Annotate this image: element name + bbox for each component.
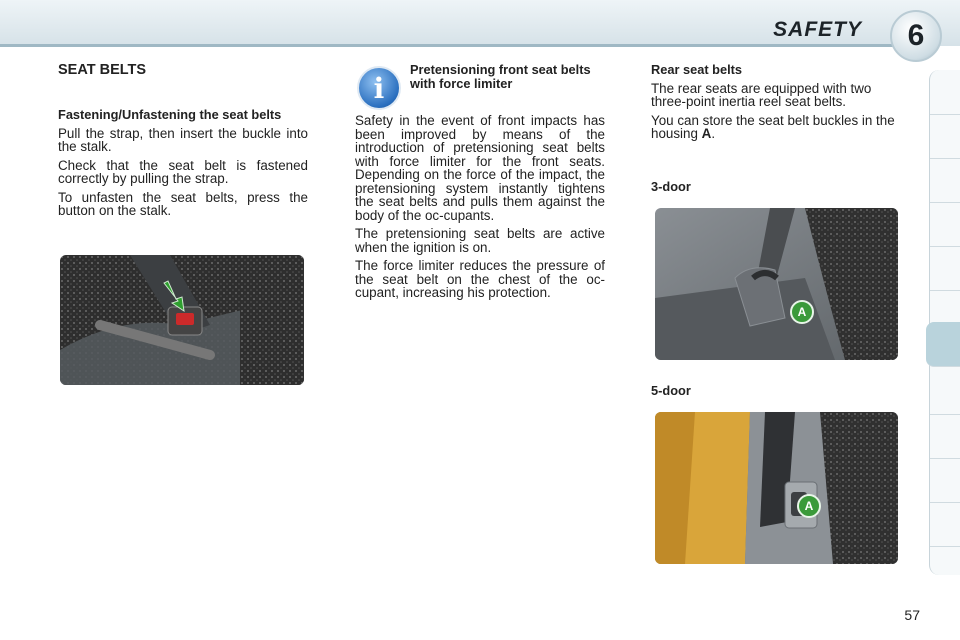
- page-title: SEAT BELTS: [58, 62, 147, 78]
- paragraph: Check that the seat belt is fastened correctly by pulling the strap.: [58, 157, 308, 186]
- paragraph: The rear seats are equipped with two three-point inertia reel seat belts.: [651, 80, 872, 109]
- pretensioning-heading: Pretensioning front seat belts with force limiter: [410, 62, 591, 91]
- housing-letter: A: [701, 126, 712, 141]
- chapter-tab[interactable]: [930, 458, 960, 503]
- chapter-tab-active[interactable]: [926, 322, 960, 367]
- paragraph: To unfasten the seat belts, press the button on the stalk.: [58, 189, 308, 218]
- column-pretensioning: [355, 114, 605, 305]
- page-number: 57: [904, 607, 920, 623]
- paragraph: Pull the strap, then insert the buckle into the stalk.: [58, 125, 308, 154]
- photo-3-door: [655, 208, 898, 360]
- chapter-number-badge: 6: [890, 10, 942, 62]
- buckle-photo: [60, 255, 304, 385]
- label-5-door: 5-door: [651, 383, 691, 398]
- paragraph: The pretensioning seat belts are active when the ignition is on.: [355, 226, 605, 255]
- paragraph: Safety in the event of front impacts has been improved by means of the introduction of pretensioning seat belts with force limiter for the front seats. Depending on the force of the impact, the pretensioning system instantly tightens the seat belts and pulls them against the body of the oc-cupants.: [355, 113, 605, 223]
- chapter-tab[interactable]: [930, 158, 960, 203]
- label-5door-wrap: [651, 384, 691, 403]
- housing-marker-a: A: [797, 494, 821, 518]
- section-title: SAFETY: [773, 18, 862, 41]
- chapter-tab[interactable]: [930, 70, 960, 115]
- pretensioning-heading-block: [410, 63, 600, 95]
- housing-suffix: .: [711, 126, 716, 141]
- column-rear-seat-belts: [651, 63, 906, 146]
- subheading: Fastening/Unfastening the seat belts: [58, 107, 282, 122]
- chapter-tabs: [929, 70, 960, 575]
- chapter-tab[interactable]: [930, 502, 960, 547]
- housing-text: You can store the seat belt buckles in the housing: [651, 112, 895, 141]
- paragraph-housing: [651, 114, 906, 141]
- label-3-door: 3-door: [651, 179, 691, 194]
- column-seat-belts: [58, 108, 308, 223]
- info-icon: i: [357, 66, 401, 110]
- photo-5-door: [655, 412, 898, 564]
- rear-heading: Rear seat belts: [651, 62, 743, 77]
- paragraph: The force limiter reduces the pressure of the seat belt on the chest of the oc-cupant, increasing his protection.: [355, 258, 605, 300]
- chapter-tab[interactable]: [930, 246, 960, 291]
- header-rule: [0, 44, 900, 47]
- chapter-tab[interactable]: [930, 202, 960, 247]
- chapter-tab[interactable]: [930, 114, 960, 159]
- housing-marker-a: A: [790, 300, 814, 324]
- chapter-tab[interactable]: [930, 414, 960, 459]
- label-3door-wrap: [651, 180, 691, 199]
- chapter-tab[interactable]: [930, 370, 960, 415]
